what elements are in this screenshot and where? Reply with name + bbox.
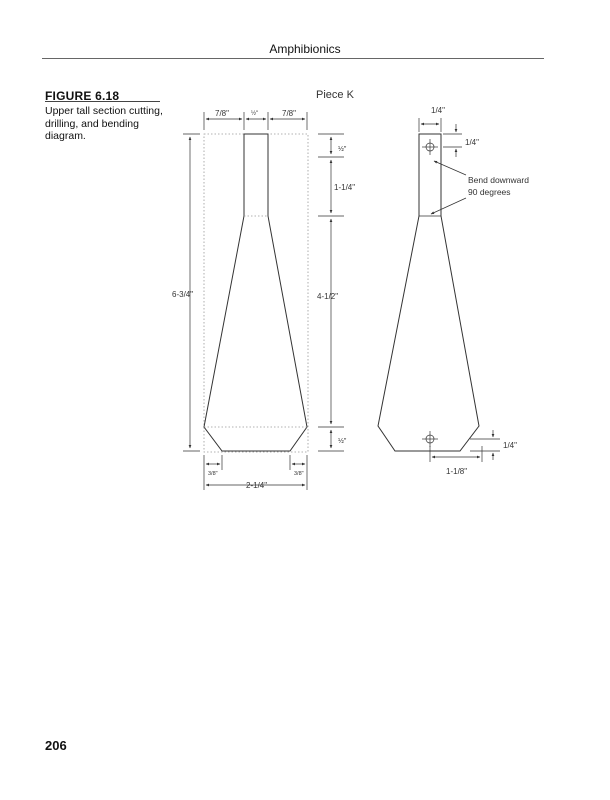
dim-side-hole-offset: 1/4" — [465, 138, 479, 147]
piece-k-diagram — [160, 82, 560, 502]
dim-seg-bottom: ½" — [338, 438, 347, 445]
diagram-title: Piece K — [316, 89, 354, 101]
side-dimensions — [419, 118, 500, 462]
front-view — [204, 134, 308, 452]
dim-side-bottom-hole: 1/4" — [503, 441, 517, 450]
figure-label-rule — [45, 101, 160, 102]
dim-side-bottom-width: 1-1/8" — [446, 467, 468, 476]
dim-top-left: 7/8" — [215, 109, 229, 118]
bottom-hole-marker — [422, 431, 438, 447]
bend-note-line2: 90 degrees — [468, 187, 511, 197]
dim-seg-neck: 1-1/4" — [334, 183, 356, 192]
dim-top-right: 7/8" — [282, 109, 296, 118]
dim-seg-top: ½" — [338, 146, 347, 153]
dim-corner-right: 3/8" — [294, 471, 304, 477]
dim-top-mid: ½" — [251, 111, 259, 117]
piece-k-front-outline — [204, 134, 307, 451]
page-number: 206 — [45, 738, 67, 753]
running-header: Amphibionics — [269, 42, 341, 56]
stock-outline — [204, 134, 308, 452]
top-hole-marker — [422, 139, 438, 155]
figure-caption: Upper tall section cutting, drilling, and bending diagram. — [45, 105, 163, 142]
bend-note-leaders — [431, 161, 466, 214]
dim-seg-taper: 4-1/2" — [317, 292, 339, 301]
piece-k-side-outline — [378, 134, 479, 451]
dim-corner-left: 3/8" — [208, 471, 218, 477]
bend-note-line1: Bend downward — [468, 175, 529, 185]
figure-label: FIGURE 6.18 — [45, 89, 120, 103]
dim-side-top-width: 1/4" — [431, 106, 445, 115]
dim-overall-width: 2-1/4" — [246, 481, 268, 490]
side-view — [378, 134, 479, 451]
dim-overall-height: 6-3/4" — [172, 290, 194, 299]
header-rule — [42, 58, 544, 59]
